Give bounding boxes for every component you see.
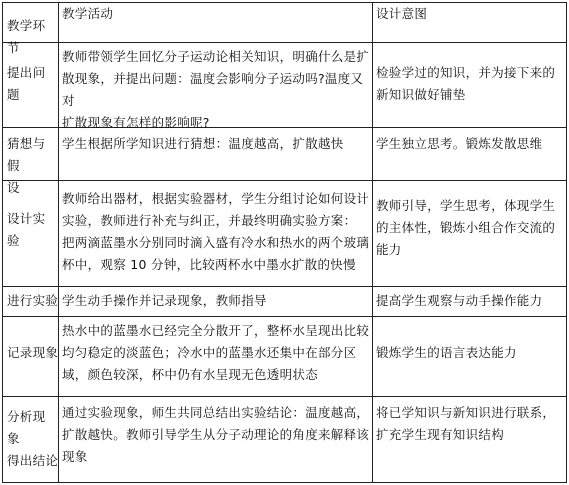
header-intent: 设计意图	[376, 6, 428, 21]
row-border	[2, 42, 567, 43]
stage-cell: 设计实 验	[7, 211, 46, 248]
intent-cell: 教师引导，学生思考，体现学生 的主体性，锻炼小组合作交流的 能力	[376, 198, 556, 257]
row-border	[2, 482, 567, 483]
column-border	[566, 2, 567, 483]
intent-cell: 提高学生观察与动手操作能力	[376, 293, 543, 308]
intent-cell: 学生独立思考。锻炼发散思维	[376, 136, 543, 151]
activity-cell: 热水中的蓝墨水已经完全分散开了，整杯水呈现出比较 均匀稳定的淡蓝色；冷水中的蓝墨水还集中在部分区 域，颜色较深，杯中仍有水呈现无色透明状态	[62, 323, 370, 382]
header-activity: 教学活动	[62, 6, 114, 21]
stage-cell: 进行实验	[7, 293, 59, 308]
stage-cell: 猜想与假 设	[7, 136, 46, 195]
column-border	[2, 2, 3, 483]
row-border	[2, 286, 567, 287]
activity-cell: 教师带领学生回忆分子运动论相关知识，明确什么是扩 散现象，并提出问题：温度会影响分子运动吗?温度又对 扩散现象有怎样的影响呢?	[62, 49, 370, 130]
intent-cell: 锻炼学生的语言表达能力	[376, 345, 517, 360]
lesson-plan-table	[2, 2, 567, 483]
activity-cell: 教师给出器材，根据实验器材，学生分组讨论如何设计 实验，教师进行补充与纠正，并最终明确实验方案： 把两滴蓝墨水分别同时滴入盛有冷水和热水的两个玻璃 杯中，观察 10 分钟，比较两杯水中墨水扩散的快慢	[62, 191, 370, 272]
row-border	[2, 180, 567, 181]
stage-cell: 分析现 象 得出结论	[7, 409, 59, 468]
activity-cell: 通过实验现象，师生共同总结出实验结论：温度越高， 扩散越快。教师引导学生从分子动理论的角度来解释该 现象	[62, 405, 370, 464]
intent-cell: 将已学知识与新知识进行联系， 扩充学生现有知识结构	[376, 405, 556, 442]
row-border	[2, 316, 567, 317]
row-border	[2, 396, 567, 397]
stage-cell: 记录现象	[7, 345, 59, 360]
column-border	[372, 2, 373, 483]
activity-cell: 学生动手操作并记录现象，教师指导	[62, 293, 267, 308]
activity-cell: 学生根据所学知识进行猜想：温度越高，扩散越快	[62, 136, 344, 151]
stage-cell: 提出问 题	[7, 65, 46, 102]
intent-cell: 检验学过的知识，并为接下来的 新知识做好铺垫	[376, 65, 556, 102]
header-stage: 教学环节	[7, 18, 46, 55]
